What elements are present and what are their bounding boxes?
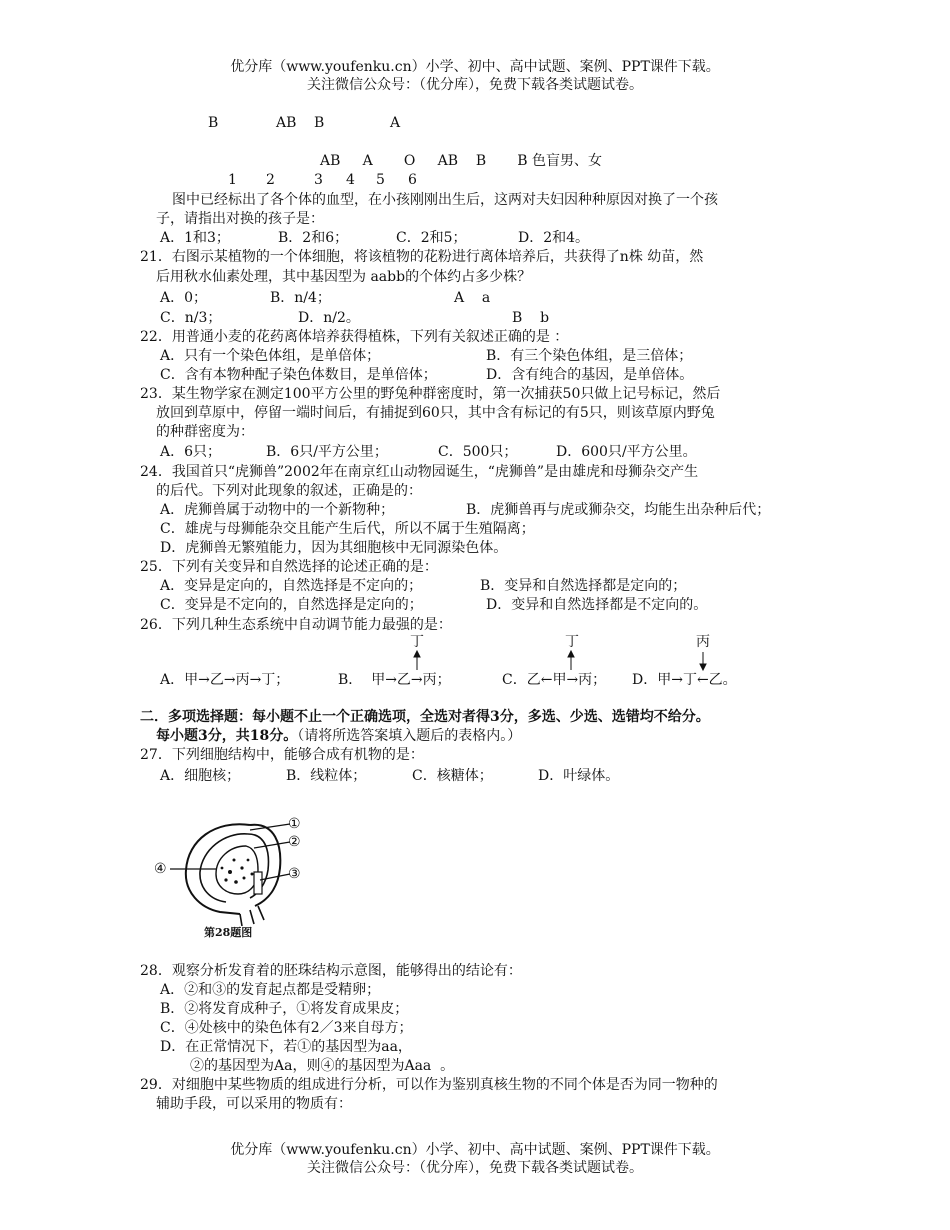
q23-option-a: A．6只； [160, 444, 222, 460]
q27-option-b: B．线粒体； [286, 768, 367, 784]
q26-option-b: B． 甲→乙→丙； [338, 672, 451, 688]
q20-option-a: A．1和3； [160, 230, 230, 246]
pedigree-row-2: AB A O AB B B 色盲男、女 [320, 153, 603, 169]
header-line-1: 优分库（www.youfenku.cn）小学、初中、高中试题、案例、PPT课件下载。 [230, 59, 720, 75]
q28-option-d: D．在正常情况下，若①的基因型为aa， [160, 1039, 412, 1055]
figure-marker-2: ② [288, 834, 301, 850]
pedigree-number: 3 [314, 172, 323, 188]
q22-stem: 22．用普通小麦的花药离体培养获得植株，下列有关叙述正确的是 ： [140, 329, 569, 345]
q21-option-b: B．n/4； [270, 290, 331, 306]
q26-option-c: C．乙←甲→丙； [502, 672, 607, 688]
q25-option-b: B．变异和自然选择都是定向的； [480, 578, 687, 594]
pedigree-number: 2 [266, 172, 275, 188]
section-2-heading: 二．多项选择题：每小题不止一个正确选项，全选对者得3分，多选、少选、选错均不给分。 [140, 709, 710, 725]
q28-option-a: A．②和③的发育起点都是受精卵； [160, 982, 381, 998]
footer-line-1: 优分库（www.youfenku.cn）小学、初中、高中试题、案例、PPT课件下载。 [230, 1142, 720, 1158]
pedigree-label: B [208, 115, 219, 131]
q20-option-c: C．2和5； [396, 230, 467, 246]
q24-stem: 的后代。下列对此现象的叙述，正确是的： [156, 483, 422, 499]
figure-marker-3: ③ [288, 866, 301, 882]
q26-option-a: A．甲→乙→丙→丁； [160, 672, 290, 688]
q23-option-c: C．500只； [438, 444, 518, 460]
q20-stem: 子，请指出对换的孩子是： [156, 211, 324, 227]
section-2-subheading [156, 727, 521, 745]
q26-label-bing: 丙 [696, 634, 710, 650]
pedigree-number: 6 [408, 172, 417, 188]
q29-stem: 29．对细胞中某些物质的组成进行分析，可以作为鉴别真核生物的不同个体是否为同一物种的 [140, 1077, 718, 1093]
q24-option-a: A．虎狮兽属于动物中的一个新物种； [160, 502, 395, 518]
q20-stem: 图中已经标出了各个体的血型，在小孩刚刚出生后，这两对夫妇因种种原因对换了一个孩 [172, 192, 718, 208]
q28-option-b: B．②将发育成种子，①将发育成果皮； [160, 1001, 409, 1017]
q27-option-a: A．细胞核； [160, 768, 241, 784]
q25-stem: 25．下列有关变异和自然选择的论述正确的是： [140, 559, 438, 575]
q22-option-b: B．有三个染色体组，是三倍体； [486, 348, 693, 364]
q21-option-d: D．n/2。 [298, 310, 360, 326]
q23-option-d: D．600只/平方公里。 [556, 444, 697, 460]
q26-arrows [405, 650, 725, 672]
q27-option-d: D．叶绿体。 [538, 768, 620, 784]
q26-stem: 26．下列几种生态系统中自动调节能力最强的是： [140, 617, 452, 633]
q29-stem: 辅助手段，可以采用的物质有： [156, 1096, 352, 1112]
q25-option-d: D．变异和自然选择都是不定向的。 [486, 597, 708, 613]
q25-option-c: C．变异是不定向的，自然选择是定向的； [160, 597, 423, 613]
q23-stem: 23．某生物学家在测定100平方公里的野兔种群密度时，第一次捕获50只做上记号标记，然后 [140, 386, 721, 402]
q22-option-c: C．含有本物种配子染色体数目，是单倍体； [160, 367, 437, 383]
header-line-2: 关注微信公众号：（优分库），免费下载各类试题试卷。 [307, 77, 643, 93]
pedigree-label: AB [276, 115, 297, 131]
q24-stem: 24．我国首只“虎狮兽”2002年在南京红山动物园诞生，“虎狮兽”是由雄虎和母狮杂交产生 [140, 464, 699, 480]
q23-stem: 的种群密度为： [156, 424, 254, 440]
q23-stem: 放回到草原中，停留一端时间后，有捕捉到60只，其中含有标记的有5只，则该草原内野兔 [156, 405, 715, 421]
q21-cell-bottom: B b [512, 310, 550, 326]
q24-option-b: B．虎狮兽再与虎或狮杂交，均能生出杂种后代； [466, 502, 771, 518]
pedigree-number: 1 [228, 172, 237, 188]
q28-option-d-continued: ②的基因型为Aa，则④的基因型为Aaa 。 [190, 1058, 455, 1074]
pedigree-label: B [314, 115, 325, 131]
q21-stem: 后用秋水仙素处理，其中基因型为 aabb的个体约占多少株？ [156, 269, 532, 285]
q20-option-b: B．2和6； [278, 230, 349, 246]
figure-caption: 第28题图 [204, 926, 253, 939]
q27-option-c: C．核糖体； [412, 768, 493, 784]
q24-option-c: C．雄虎与母狮能杂交且能产生后代，所以不属于生殖隔离； [160, 521, 535, 537]
q27-stem: 27．下列细胞结构中，能够合成有机物的是： [140, 747, 424, 763]
figure-marker-1: ① [288, 816, 301, 832]
q21-cell-top: A a [454, 290, 491, 306]
q23-option-b: B．6只/平方公里； [266, 444, 388, 460]
ovule-diagram [150, 810, 350, 930]
footer-line-2: 关注微信公众号：（优分库），免费下载各类试题试卷。 [307, 1160, 643, 1176]
q21-option-c: C．n/3； [160, 310, 222, 326]
section-2-score: 每小题3分，共18分。 [156, 728, 298, 744]
q21-option-a: A．0； [160, 290, 208, 306]
q25-option-a: A．变异是定向的，自然选择是不定向的； [160, 578, 423, 594]
figure-marker-4: ④ [154, 861, 167, 877]
pedigree-number: 5 [376, 172, 385, 188]
q26-label-ding: 丁 [565, 634, 579, 650]
pedigree-number: 4 [346, 172, 355, 188]
q22-option-d: D．含有纯合的基因，是单倍体。 [486, 367, 694, 383]
q28-option-c: C．④处核中的染色体有2／3来自母方； [160, 1020, 413, 1036]
pedigree-label: A [390, 115, 401, 131]
q28-stem: 28．观察分析发育着的胚珠结构示意图，能够得出的结论有： [140, 963, 522, 979]
section-2-note: （请将所选答案填入题后的表格内。） [297, 728, 522, 744]
q26-option-d: D．甲→丁←乙。 [632, 672, 737, 688]
q20-option-d: D．2和4。 [518, 230, 590, 246]
q24-option-d: D．虎狮兽无繁殖能力，因为其细胞核中无同源染色体。 [160, 540, 508, 556]
q26-label-ding: 丁 [410, 634, 424, 650]
q21-stem: 21．右图示某植物的一个体细胞，将该植物的花粉进行离体培养后，共获得了n株 幼苗，然 [140, 249, 704, 265]
q22-option-a: A．只有一个染色体组，是单倍体； [160, 348, 381, 364]
